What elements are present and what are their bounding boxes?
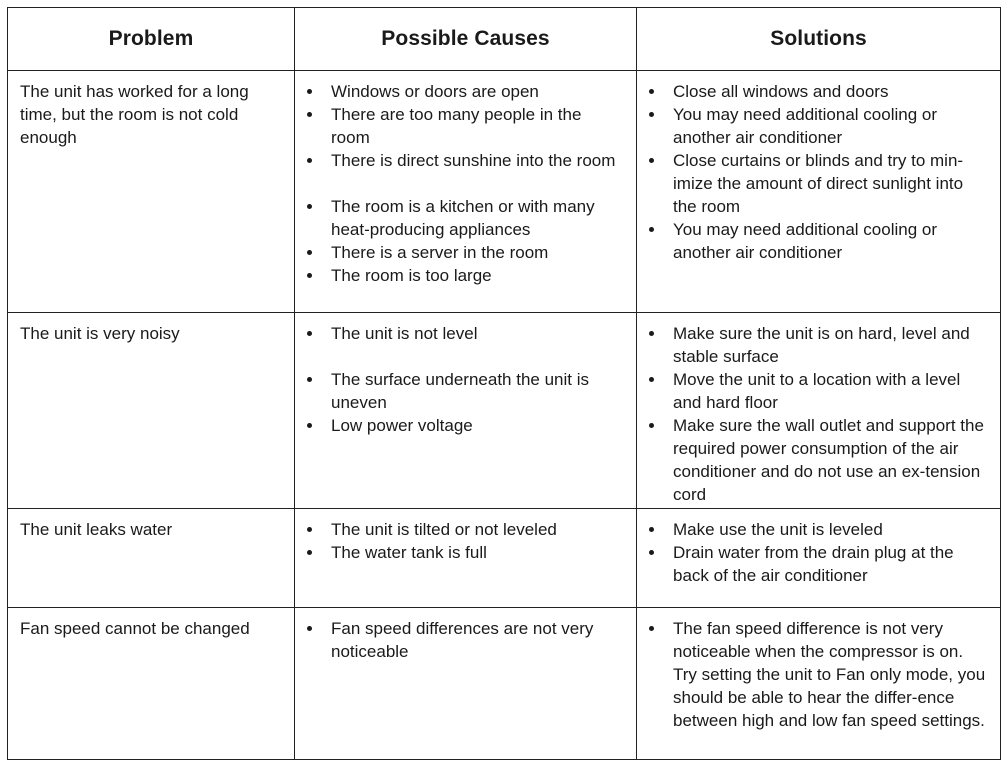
cause-item: Low power voltage <box>307 414 624 437</box>
header-row <box>8 8 1001 71</box>
causes-list <box>307 322 624 437</box>
solution-item: Move the unit to a location with a level and hard floor <box>649 368 988 414</box>
causes-cell <box>295 509 637 608</box>
table-row <box>8 509 1001 608</box>
causes-list <box>307 518 624 564</box>
solution-item: Make sure the wall outlet and support the required power consumption of the air conditioner and do not use an ex-tension cord <box>649 414 988 506</box>
solutions-list <box>649 518 988 587</box>
solution-item: You may need additional cooling or another air conditioner <box>649 103 988 149</box>
causes-cell <box>295 608 637 760</box>
table-row <box>8 608 1001 760</box>
cause-item: There is a server in the room <box>307 241 624 264</box>
header-possible-causes: Possible Causes <box>295 8 637 71</box>
solution-item: Close curtains or blinds and try to min-imize the amount of direct sunlight into the room <box>649 149 988 218</box>
cause-item: The water tank is full <box>307 541 624 564</box>
solutions-cell <box>637 313 1001 509</box>
cause-item: The unit is tilted or not leveled <box>307 518 624 541</box>
cause-item: Fan speed differences are not very noticeable <box>307 617 624 663</box>
table-row <box>8 71 1001 313</box>
cause-item: The room is a kitchen or with many heat-producing appliances <box>307 195 624 241</box>
causes-list <box>307 80 624 287</box>
problem-cell: Fan speed cannot be changed <box>8 608 295 760</box>
header-problem: Problem <box>8 8 295 71</box>
solution-item: Drain water from the drain plug at the back of the air conditioner <box>649 541 988 587</box>
problem-cell: The unit is very noisy <box>8 313 295 509</box>
solutions-list <box>649 80 988 264</box>
problem-cell: The unit leaks water <box>8 509 295 608</box>
table-row <box>8 313 1001 509</box>
solution-item: The fan speed difference is not very noticeable when the compressor is on. Try setting the unit to Fan only mode, you should be able to hear the differ-ence between high and low fan speed settings. <box>649 617 988 732</box>
solution-item: Close all windows and doors <box>649 80 988 103</box>
cause-item: Windows or doors are open <box>307 80 624 103</box>
problem-cell: The unit has worked for a long time, but the room is not cold enough <box>8 71 295 313</box>
causes-cell <box>295 71 637 313</box>
causes-cell <box>295 313 637 509</box>
solution-item: Make sure the unit is on hard, level and stable surface <box>649 322 988 368</box>
cause-item: The surface underneath the unit is uneven <box>307 368 624 414</box>
cause-item: There is direct sunshine into the room <box>307 149 624 172</box>
cause-item: There are too many people in the room <box>307 103 624 149</box>
solutions-cell <box>637 509 1001 608</box>
solutions-cell <box>637 608 1001 760</box>
troubleshooting-table <box>7 7 1001 760</box>
solution-item: Make use the unit is leveled <box>649 518 988 541</box>
solutions-list <box>649 617 988 732</box>
solution-item: You may need additional cooling or another air conditioner <box>649 218 988 264</box>
cause-item: The unit is not level <box>307 322 624 345</box>
solutions-list <box>649 322 988 506</box>
causes-list <box>307 617 624 663</box>
header-solutions: Solutions <box>637 8 1001 71</box>
solutions-cell <box>637 71 1001 313</box>
cause-item: The room is too large <box>307 264 624 287</box>
